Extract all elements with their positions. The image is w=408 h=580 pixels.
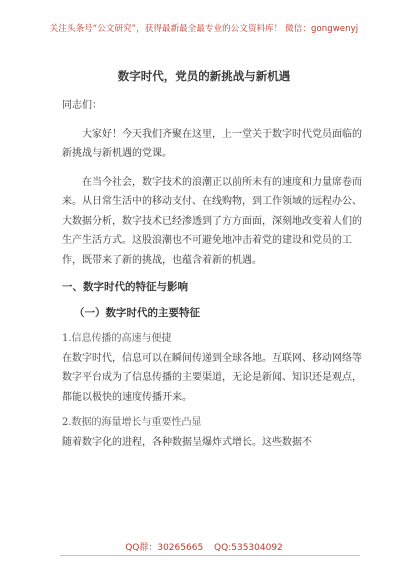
item-heading-1: 1.信息传播的高速与便捷 (62, 333, 172, 344)
item-text-1: 在数字时代，信息可以在瞬间传递到全球各地。互联网、移动网络等数字平台成为了信息传播的主要渠道，无论是新闻、知识还是观点，都能以极快的速度传播开来。 (62, 352, 362, 403)
subsection-heading-1: （一）数字时代的主要特征 (74, 306, 200, 319)
promo-header: 关注头条号“公文研究”，获得最新最全最专业的公文资料库！ 微信：gongwenyj (49, 24, 359, 34)
paragraph-context: 在当今社会，数字技术的浪潮正以前所未有的速度和力量席卷而来。从日常生活中的移动支付、在线购物，到工作领域的远程办公、大数据分析，数字技术已经渗透到了方方面面，深刻地改变着人们的生产生活方式。这股浪潮也不可避免地冲击着党的建设和党员的工作，既带来了新的挑战，也蕴含着新的机遇。 (62, 176, 362, 266)
footer-qq: QQ:535304092 (214, 543, 283, 553)
section-heading-1: 一、数字时代的特征与影响 (62, 281, 188, 293)
footer (0, 540, 408, 553)
footer-divider (60, 555, 360, 556)
document-title: 数字时代，党员的新挑战与新机遇 (117, 69, 291, 83)
paragraph-intro: 大家好！今天我们齐聚在这里，上一堂关于数字时代党员面临的新挑战与新机遇的党课。 (62, 128, 362, 159)
greeting: 同志们： (62, 100, 102, 111)
footer-qq-group: QQ群：30265665 (125, 543, 204, 553)
document-body (62, 96, 362, 452)
item-heading-2: 2.数据的海量增长与重要性凸显 (62, 417, 202, 428)
item-text-2: 随着数字化的进程，各种数据呈爆炸式增长。这些数据不 (62, 436, 312, 448)
